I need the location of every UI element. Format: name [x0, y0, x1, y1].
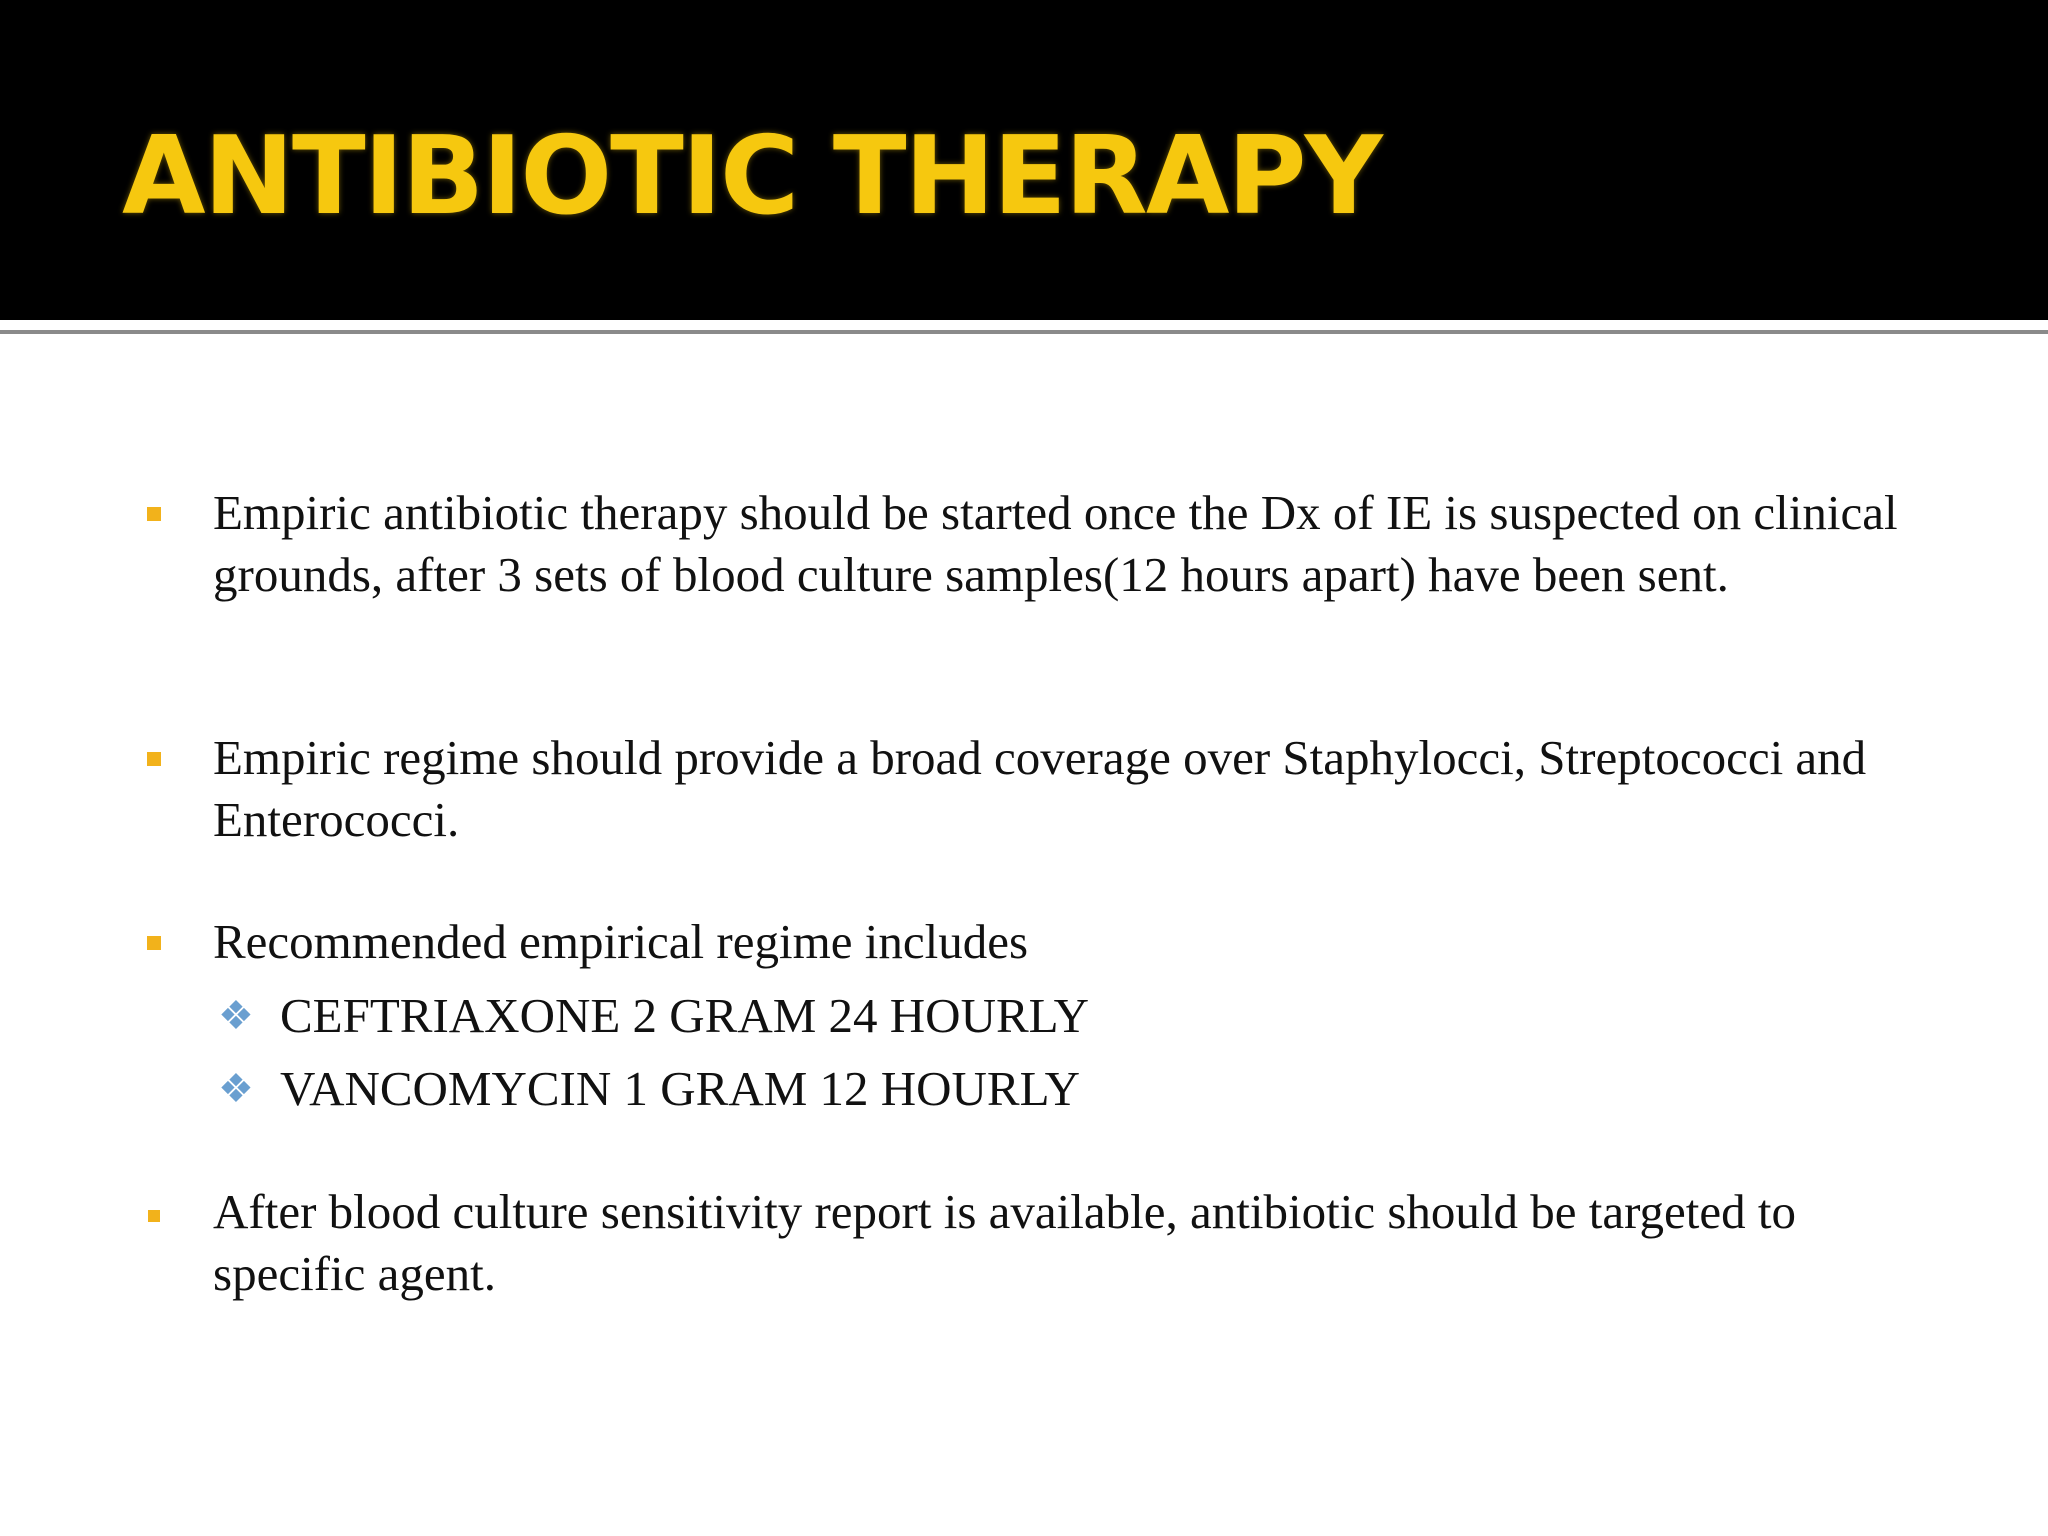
four-diamond-icon: ❖: [218, 1066, 254, 1111]
sub-item-text: CEFTRIAXONE 2 GRAM 24 HOURLY: [280, 988, 1090, 1043]
bullet-text-3: Recommended empirical regime includes: [213, 914, 1029, 969]
bullet-text-2: Empiric regime should provide a broad coverage over Staphylocci, Streptococci and Enterococci.: [213, 730, 1867, 847]
slide-title: ANTIBIOTIC THERAPY: [122, 114, 1381, 239]
square-bullet-icon: [147, 507, 161, 521]
bullet-text-1: Empiric antibiotic therapy should be started once the Dx of IE is suspected on clinical grounds, after 3 sets of blood culture samples(12 hours apart) have been sent.: [213, 485, 1898, 602]
sub-item-ceftriaxone: [218, 985, 1089, 1047]
bullet-text-4: After blood culture sensitivity report is available, antibiotic should be targeted to specific agent.: [213, 1184, 1797, 1301]
square-bullet-icon: [147, 936, 161, 950]
sub-item-vancomycin: [218, 1058, 1080, 1120]
square-bullet-icon: [148, 1210, 160, 1222]
four-diamond-icon: ❖: [218, 993, 254, 1038]
sub-item-text: VANCOMYCIN 1 GRAM 12 HOURLY: [280, 1061, 1081, 1116]
square-bullet-icon: [147, 752, 161, 766]
